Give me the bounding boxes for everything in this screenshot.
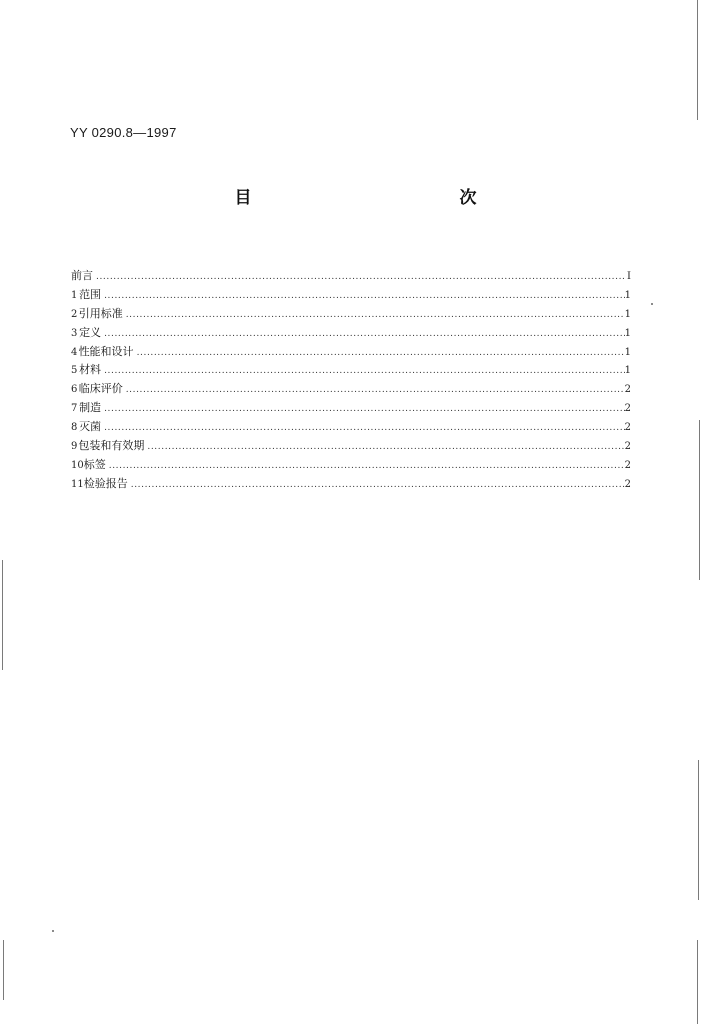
toc-entry-number: 10	[71, 459, 84, 471]
toc-entry-1[interactable]	[71, 286, 631, 305]
toc-entry-label: 包装和有效期	[78, 439, 145, 453]
toc-entry-number: 7	[71, 403, 78, 415]
toc-entry-page: 2	[624, 422, 631, 434]
toc-entry-9[interactable]	[71, 437, 631, 456]
toc-entry-7[interactable]	[71, 399, 631, 418]
toc-dot-leader	[104, 362, 625, 381]
toc-entry-5[interactable]	[71, 361, 631, 380]
toc-entry-label: 材料	[79, 363, 102, 377]
toc-dot-leader	[104, 400, 625, 419]
toc-dot-leader	[137, 344, 625, 363]
toc-entry-page: 1	[624, 327, 631, 339]
toc-entry-number: 6	[71, 384, 78, 396]
toc-entry-page: Ⅰ	[627, 271, 631, 282]
scan-speck	[52, 930, 54, 932]
toc-entry-label: 制造	[79, 401, 102, 415]
toc-entry-label: 性能和设计	[78, 344, 134, 358]
table-of-contents	[71, 267, 631, 494]
scan-edge-line	[3, 940, 4, 1000]
toc-dot-leader	[131, 476, 625, 495]
toc-dot-leader	[104, 419, 625, 438]
toc-dot-leader	[147, 438, 624, 457]
toc-entry-11[interactable]	[71, 475, 631, 494]
toc-entry-label: 引用标准	[78, 306, 123, 320]
toc-entry-page: 1	[624, 308, 631, 320]
toc-entry-label: 定义	[79, 325, 102, 339]
toc-dot-leader	[126, 306, 625, 325]
toc-entry-page: 2	[624, 459, 631, 471]
toc-entry-page: 2	[624, 403, 631, 415]
toc-entry-number: 1	[71, 289, 78, 301]
scan-speck	[651, 303, 653, 305]
toc-dot-leader	[104, 325, 625, 344]
toc-entry-label: 标签	[83, 457, 106, 471]
toc-entry-6[interactable]	[71, 380, 631, 399]
standard-code: YY 0290.8—1997	[70, 125, 177, 140]
toc-dot-leader	[126, 381, 625, 400]
scan-edge-line	[697, 940, 698, 1024]
toc-entry-page: 2	[624, 478, 631, 490]
toc-dot-leader	[104, 287, 625, 306]
toc-entry-8[interactable]	[71, 418, 631, 437]
toc-entry-label: 检验报告	[83, 476, 128, 490]
toc-entry-number: 3	[71, 327, 78, 339]
toc-entry-number: 8	[71, 422, 78, 434]
toc-entry-number: 5	[71, 365, 78, 377]
toc-entry-page: 1	[624, 365, 631, 377]
toc-entry-label: 前言	[71, 269, 93, 282]
toc-entry-number: 4	[71, 346, 78, 358]
scan-edge-line	[2, 560, 3, 670]
page-title: 目 次	[234, 188, 535, 208]
toc-entry-label: 范围	[79, 287, 102, 301]
toc-entry-page: 1	[624, 289, 631, 301]
toc-entry-page: 1	[624, 346, 631, 358]
toc-entry-number: 2	[71, 308, 78, 320]
toc-entry-page: 2	[624, 441, 631, 453]
scan-edge-line	[697, 0, 698, 120]
toc-entry-label: 灭菌	[79, 420, 102, 434]
toc-dot-leader	[96, 268, 625, 287]
toc-entry-label: 临床评价	[78, 382, 123, 396]
scan-edge-line	[699, 420, 700, 580]
toc-entry-10[interactable]	[71, 456, 631, 475]
toc-entry-number: 11	[71, 478, 84, 490]
toc-entry-3[interactable]	[71, 324, 631, 343]
toc-entry-2[interactable]	[71, 305, 631, 324]
toc-entry-foreword[interactable]	[71, 267, 631, 286]
toc-dot-leader	[109, 457, 625, 476]
toc-entry-4[interactable]	[71, 343, 631, 362]
scan-edge-line	[698, 760, 699, 900]
toc-entry-page: 2	[624, 384, 631, 396]
toc-entry-number: 9	[71, 441, 78, 453]
